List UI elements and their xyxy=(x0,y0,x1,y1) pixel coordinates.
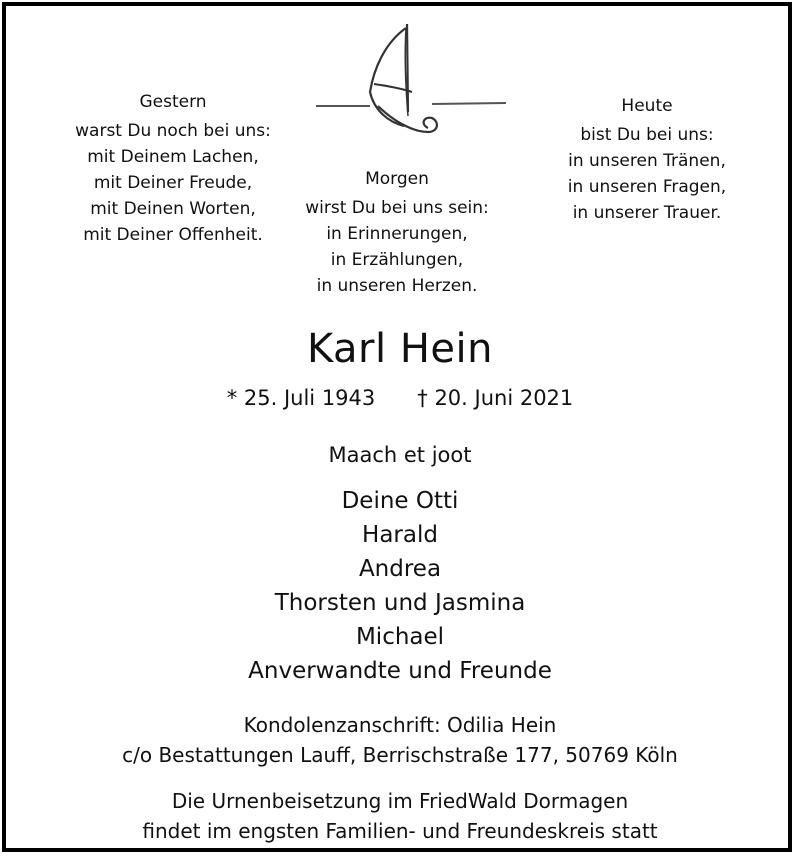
verse-tomorrow xyxy=(272,166,522,299)
condolence-line: c/o Bestattungen Lauff, Berrischstraße 177, 50769 Köln xyxy=(122,743,678,767)
verse-line: mit Deinem Lachen, xyxy=(87,147,259,167)
verse-heading: Gestern xyxy=(139,92,207,112)
condolence-line: Kondolenzanschrift: Odilia Hein xyxy=(243,713,557,737)
life-dates xyxy=(0,383,800,413)
verse-line: in unseren Tränen, xyxy=(568,151,726,171)
mourner-name: Thorsten und Jasmina xyxy=(274,590,526,616)
motto: Maach et joot xyxy=(328,443,472,467)
verse-line: bist Du bei uns: xyxy=(580,125,714,145)
death-date: † 20. Juni 2021 xyxy=(417,386,574,410)
verse-line: in Erinnerungen, xyxy=(326,224,468,244)
verse-line: mit Deiner Offenheit. xyxy=(83,225,263,245)
mourner-name: Andrea xyxy=(358,556,442,582)
burial-notice xyxy=(0,786,800,846)
verse-line: in Erzählungen, xyxy=(330,250,464,270)
verse-line: warst Du noch bei uns: xyxy=(75,121,271,141)
verse-line: wirst Du bei uns sein: xyxy=(305,198,489,218)
mourner-name: Deine Otti xyxy=(341,488,459,514)
verse-line: mit Deinen Worten, xyxy=(90,199,256,219)
burial-line: Die Urnenbeisetzung im FriedWald Dormagen xyxy=(171,789,629,813)
mourner-name: Michael xyxy=(355,624,445,650)
deceased-name: Karl Hein xyxy=(307,326,493,372)
verse-line: mit Deiner Freude, xyxy=(93,173,253,193)
mourner-name: Harald xyxy=(362,522,438,548)
verse-heading: Morgen xyxy=(365,169,429,189)
verse-line: in unserer Trauer. xyxy=(572,203,722,223)
verse-today xyxy=(522,93,772,226)
sailboat-icon xyxy=(316,22,506,142)
verse-yesterday xyxy=(48,89,298,248)
verse-heading: Heute xyxy=(621,96,673,116)
condolence-address xyxy=(0,710,800,770)
mourner-name: Anverwandte und Freunde xyxy=(248,658,552,684)
birth-date: * 25. Juli 1943 xyxy=(226,386,376,410)
verse-line: in unseren Herzen. xyxy=(316,276,478,296)
burial-line: findet im engsten Familien- und Freundeskreis statt xyxy=(142,819,658,843)
verse-line: in unseren Fragen, xyxy=(567,177,727,197)
mourners-list xyxy=(0,484,800,688)
